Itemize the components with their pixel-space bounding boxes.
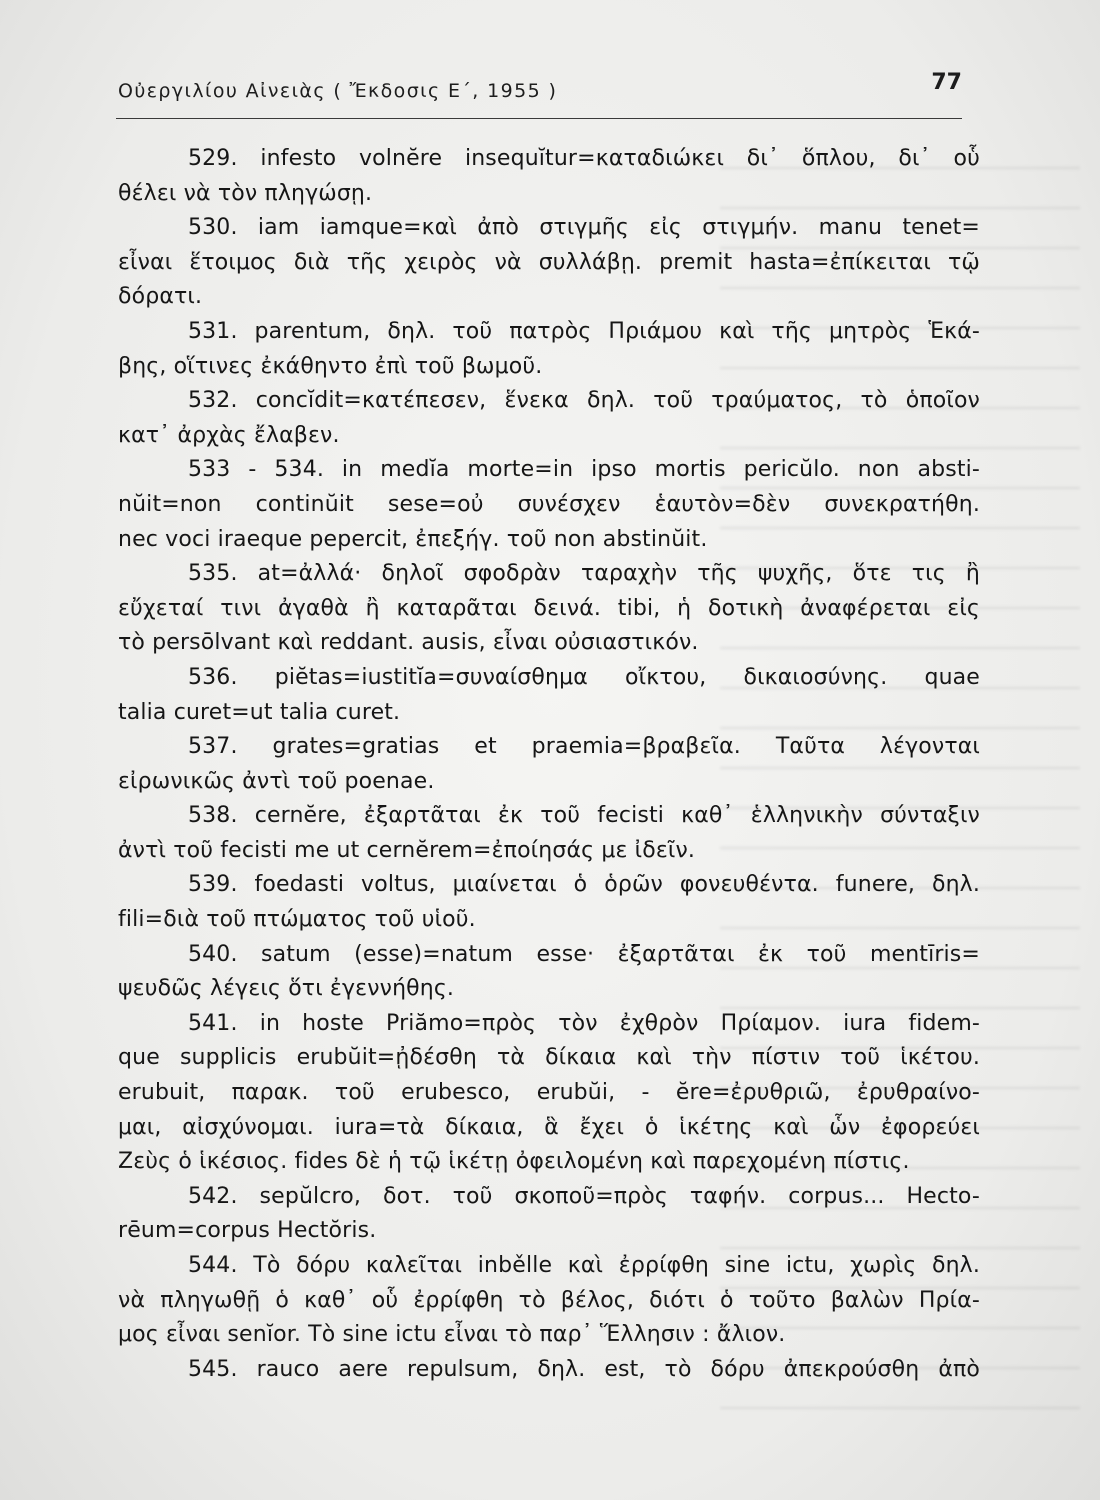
text-line: 531. parentum, δηλ. τοῦ πατρὸς Πριάμου καὶ τῆς μητρὸς Ἑκά- (188, 318, 980, 344)
text-line: βης, οἵτινες ἐκάθηντο ἐπὶ τοῦ βωμοῦ. (118, 353, 543, 379)
page-header (116, 68, 962, 119)
text-line: rēum=corpus Hectŏris. (118, 1218, 377, 1244)
text-line: εἶναι ἕτοιμος διὰ τῆς χειρὸς νὰ συλλάβῃ. premit hasta=ἐπίκειται τῷ (118, 249, 980, 275)
text-line: 541. in hoste Priămo=πρὸς τὸν ἐχθρὸν Πρίαμον. iura fidem- (188, 1010, 980, 1036)
text-line: 538. cernĕre, ἐξαρτᾶται ἐκ τοῦ fecisti καθ᾽ ἑλληνικὴν σύνταξιν (188, 803, 980, 829)
text-line: 545. rauco aere repulsum, δηλ. est, τὸ δόρυ ἀπεκρούσθη ἀπὸ (188, 1356, 980, 1382)
text-line: 533 - 534. in medĭa morte=in ipso mortis pericŭlo. non absti- (188, 457, 980, 483)
text-line: que supplicis erubŭit=ᾐδέσθη τὰ δίκαια καὶ τὴν πίστιν τοῦ ἱκέτου. (118, 1045, 980, 1071)
text-line: 540. satum (esse)=natum esse· ἐξαρτᾶται ἐκ τοῦ mentīris= (188, 941, 980, 967)
text-line: 544. Τὸ δόρυ καλεῖται inbělle καὶ ἐρρίφθη sine ictu, χωρὶς δηλ. (188, 1253, 980, 1278)
text-line: μαι, αἰσχύνομαι. iura=τὰ δίκαια, ἃ ἔχει ὁ ἱκέτης καὶ ὧν ἐφορεύει (118, 1114, 980, 1140)
page-number: 77 (931, 70, 962, 95)
text-line: 530. iam iamque=καὶ ἀπὸ στιγμῆς εἰς στιγμήν. manu tenet= (188, 215, 980, 241)
text-line: δόρατι. (118, 284, 203, 310)
commentary-text (118, 142, 980, 1387)
text-line: fili=διὰ τοῦ πτώματος τοῦ υἱοῦ. (118, 907, 476, 933)
text-line: 537. grates=gratias et praemia=βραβεῖα. Ταῦτα λέγονται (188, 734, 980, 760)
text-line: 542. sepŭlcro, δοτ. τοῦ σκοποῦ=πρὸς ταφήν. corpus... Hecto- (188, 1183, 980, 1209)
text-line: nŭit=non continŭit sese=οὐ συνέσχεν ἑαυτὸν=δὲν συνεκρατήθη. (118, 491, 980, 517)
text-line: νὰ πληγωθῇ ὁ καθ᾽ οὗ ἐρρίφθη τὸ βέλος, διότι ὁ τοῦτο βαλὼν Πρία- (118, 1287, 980, 1313)
text-line: μος εἶναι senĭor. Τὸ sine ictu εἶναι τὸ παρ᾽ Ἕλλησιν : ἄλιον. (118, 1322, 786, 1348)
text-line: 535. at=ἀλλά· δηλοῖ σφοδρὰν ταραχὴν τῆς ψυχῆς, ὅτε τις ἢ (188, 561, 980, 587)
text-line: 539. foedasti voltus, μιαίνεται ὁ ὁρῶν φονευθέντα. funere, δηλ. (188, 872, 980, 898)
text-line: 529. infesto volnĕre insequĭtur=καταδιώκει δι᾽ ὅπλου, δι᾽ οὗ (188, 146, 980, 171)
text-line: κατ᾽ ἀρχὰς ἔλαβεν. (118, 422, 340, 448)
text-line: 536. piĕtas=iustitĭa=συναίσθημα οἴκτου, δικαιοσύνης. quae (188, 664, 980, 690)
text-line: erubuit, παρακ. τοῦ erubesco, erubŭi, - ĕre=ἐρυθριῶ, ἐρυθραίνο- (118, 1080, 980, 1106)
text-line: nec voci iraeque pepercit, ἐπεξήγ. τοῦ non abstinŭit. (118, 526, 708, 552)
text-line: 532. concĭdit=κατέπεσεν, ἕνεκα δηλ. τοῦ τραύματος, τὸ ὁποῖον (188, 388, 980, 414)
text-line: εἰρωνικῶς ἀντὶ τοῦ poenae. (118, 768, 435, 794)
text-line: Ζεὺς ὁ ἱκέσιος. fides δὲ ἡ τῷ ἱκέτῃ ὀφειλομένη καὶ παρεχομένη πίστις. (118, 1149, 910, 1175)
text-line: εὔχεταί τινι ἀγαθὰ ἢ καταρᾶται δεινά. tibi, ἡ δοτικὴ ἀναφέρεται εἰς (118, 595, 980, 621)
text-line: θέλει νὰ τὸν πληγώσῃ. (118, 180, 373, 206)
text-line: ψευδῶς λέγεις ὅτι ἐγεννήθης. (118, 976, 455, 1002)
running-title: Οὐεργιλίου Αἰνειὰς ( Ἔκδοσις Ε΄, 1955 ) (118, 80, 558, 102)
text-line: talia curet=ut talia curet. (118, 699, 401, 725)
text-line: ἀντὶ τοῦ fecisti me ut cernĕrem=ἐποίησάς με ἰδεῖν. (118, 837, 696, 863)
text-line: τὸ persōlvant καὶ reddant. ausis, εἶναι οὐσιαστικόν. (118, 630, 699, 656)
